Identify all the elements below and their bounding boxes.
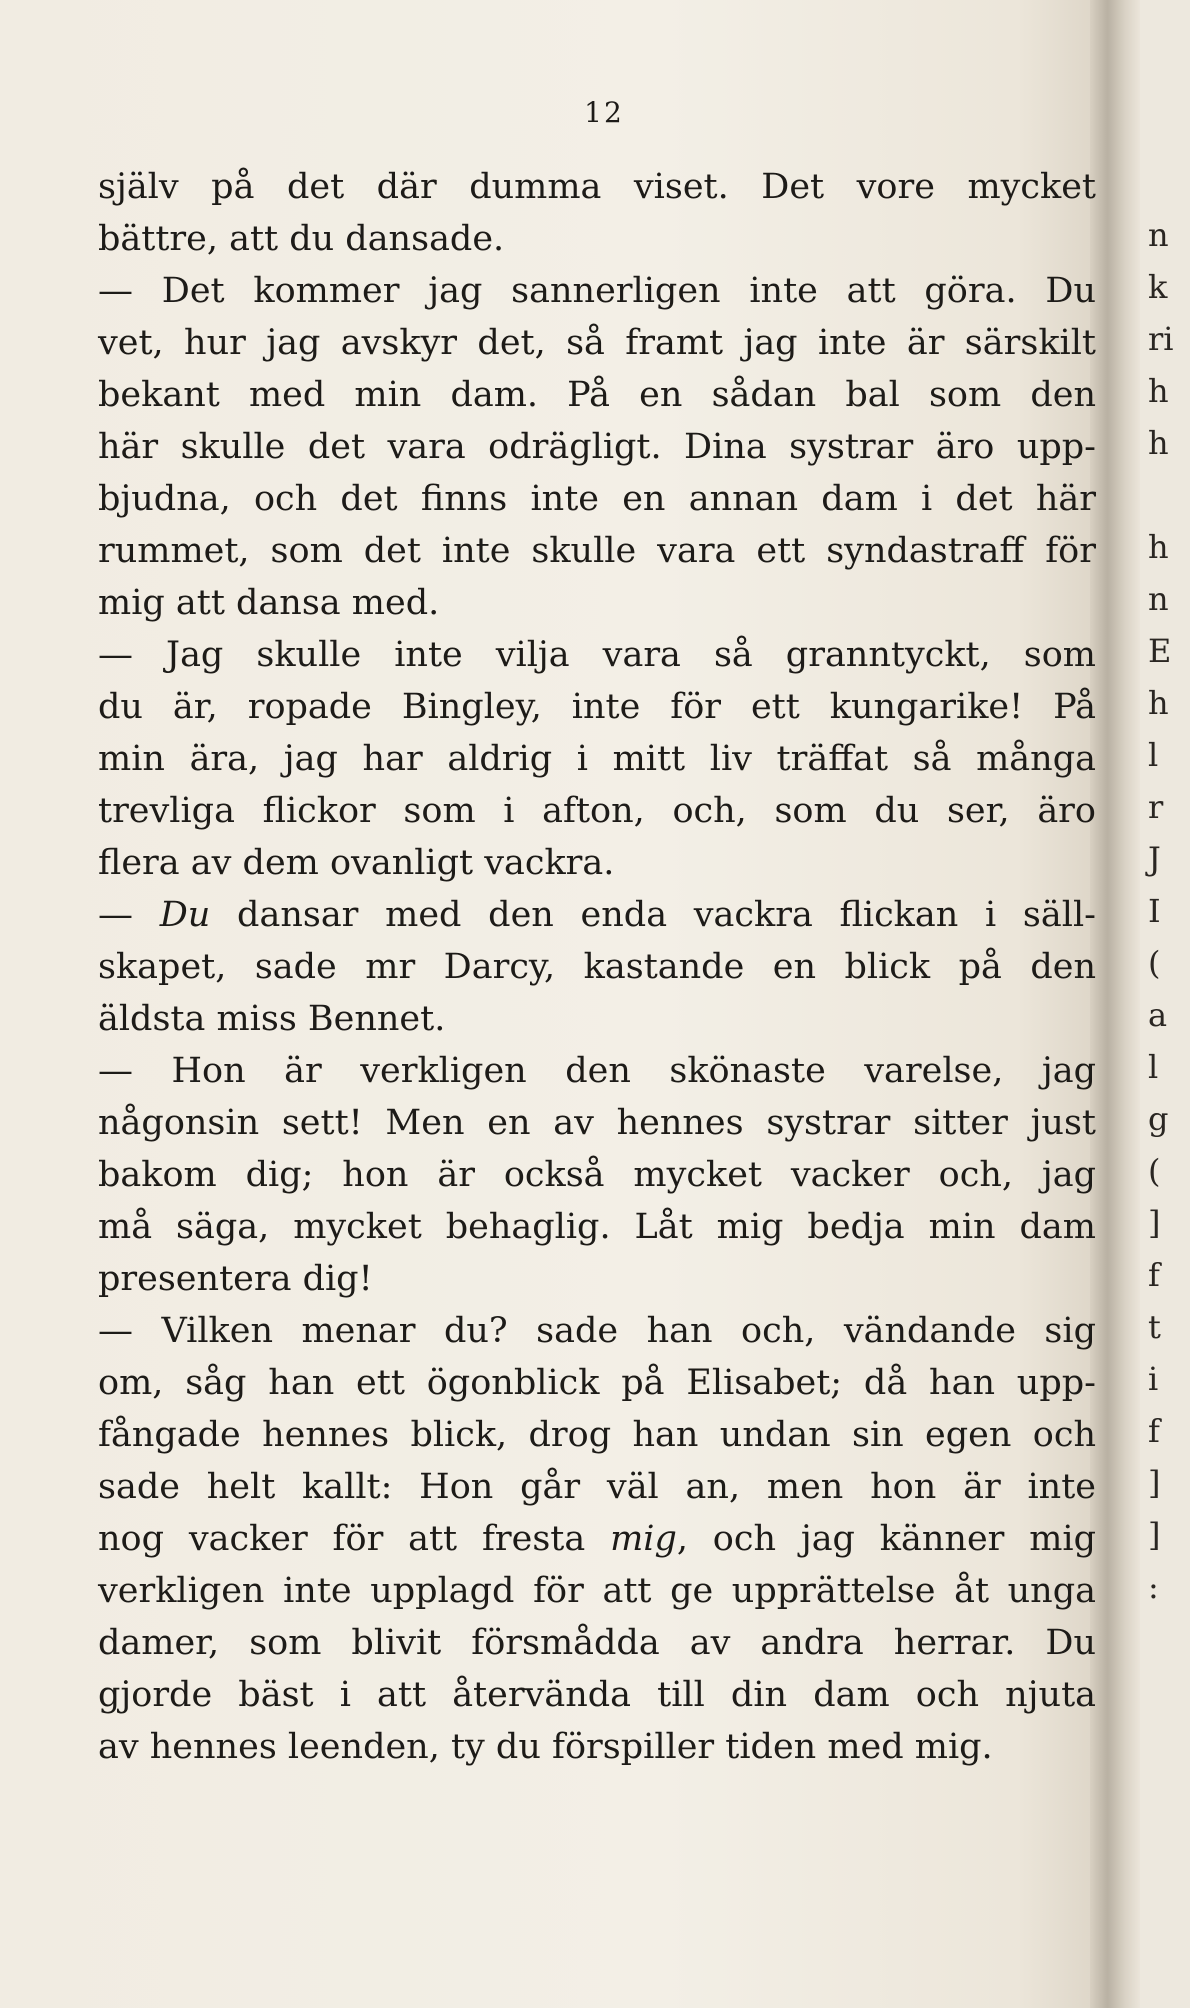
next-page-fragment: l bbox=[1148, 1048, 1159, 1086]
text-segment: verkligen inte upplagd för att ge upprättelse åt unga bbox=[98, 1571, 1096, 1611]
text-segment: skapet, sade mr Darcy, kastande en blick på den bbox=[98, 947, 1096, 987]
text-line bbox=[98, 1097, 1096, 1149]
text-line bbox=[98, 941, 1096, 993]
text-line bbox=[98, 1461, 1096, 1513]
next-page-fragment: : bbox=[1148, 1568, 1159, 1606]
text-line bbox=[98, 733, 1096, 785]
text-line bbox=[98, 1513, 1096, 1565]
next-page-fragment: h bbox=[1148, 684, 1169, 722]
emphasized-word: Du bbox=[159, 895, 211, 935]
text-segment: flera av dem ovanligt vackra. bbox=[98, 843, 615, 883]
next-page-fragment: r bbox=[1148, 788, 1164, 826]
next-page-fragment: h bbox=[1148, 424, 1169, 462]
text-segment: — bbox=[98, 895, 160, 935]
text-segment: bakom dig; hon är också mycket vacker och, jag bbox=[98, 1155, 1096, 1195]
next-page-fragment: i bbox=[1148, 1360, 1159, 1398]
next-page-fragment: I bbox=[1148, 892, 1161, 930]
text-line bbox=[98, 1253, 1096, 1305]
text-segment: damer, som blivit försmådda av andra herrar. Du bbox=[98, 1623, 1096, 1663]
text-segment: rummet, som det inte skulle vara ett syndastraff för bbox=[98, 531, 1096, 571]
next-page-fragment: g bbox=[1148, 1100, 1169, 1138]
text-line bbox=[98, 421, 1096, 473]
next-page-fragment: h bbox=[1148, 372, 1169, 410]
text-line bbox=[98, 1617, 1096, 1669]
next-page-fragment: f bbox=[1148, 1256, 1160, 1294]
next-page-fragment: ] bbox=[1148, 1464, 1161, 1502]
text-segment: presentera dig! bbox=[98, 1259, 373, 1299]
text-segment: , och jag känner mig bbox=[676, 1519, 1096, 1559]
text-segment: bjudna, och det finns inte en annan dam i det här bbox=[98, 479, 1096, 519]
text-line bbox=[98, 1409, 1096, 1461]
text-line bbox=[98, 577, 1096, 629]
next-page-fragment: t bbox=[1148, 1308, 1161, 1346]
text-segment: — Det kommer jag sannerligen inte att göra. Du bbox=[98, 271, 1096, 311]
text-segment: bekant med min dam. På en sådan bal som den bbox=[98, 375, 1096, 415]
next-page-fragment: n bbox=[1148, 216, 1169, 254]
next-page-fragment: l bbox=[1148, 736, 1159, 774]
text-line bbox=[98, 265, 1096, 317]
text-segment: sade helt kallt: Hon går väl an, men hon är inte bbox=[98, 1467, 1096, 1507]
next-page-fragment: ( bbox=[1148, 944, 1161, 982]
text-line bbox=[98, 161, 1096, 213]
next-page-fragment: E bbox=[1148, 632, 1172, 670]
text-line bbox=[98, 681, 1096, 733]
text-segment: må säga, mycket behaglig. Låt mig bedja min dam bbox=[98, 1207, 1096, 1247]
text-line bbox=[98, 1305, 1096, 1357]
next-page-fragment: n bbox=[1148, 580, 1169, 618]
text-segment: själv på det där dumma viset. Det vore mycket bbox=[98, 167, 1096, 207]
next-page-fragment: ] bbox=[1148, 1204, 1161, 1242]
text-line bbox=[98, 629, 1096, 681]
next-page-fragment: k bbox=[1148, 268, 1168, 306]
text-segment: du är, ropade Bingley, inte för ett kungarike! På bbox=[98, 687, 1096, 727]
text-segment: här skulle det vara odrägligt. Dina systrar äro upp- bbox=[98, 427, 1096, 467]
text-line bbox=[98, 1149, 1096, 1201]
page-gutter bbox=[1090, 0, 1140, 2008]
text-line bbox=[98, 785, 1096, 837]
text-line bbox=[98, 1721, 1096, 1773]
text-segment: fångade hennes blick, drog han undan sin egen och bbox=[98, 1415, 1096, 1455]
next-page-fragment: ri bbox=[1148, 320, 1174, 358]
next-page-fragment: ] bbox=[1148, 1516, 1161, 1554]
text-segment: äldsta miss Bennet. bbox=[98, 999, 446, 1039]
text-segment: mig att dansa med. bbox=[98, 583, 440, 623]
next-page-fragment: a bbox=[1148, 996, 1168, 1034]
text-line bbox=[98, 1045, 1096, 1097]
text-segment: bättre, att du dansade. bbox=[98, 219, 505, 259]
text-line bbox=[98, 993, 1096, 1045]
text-segment: — Jag skulle inte vilja vara så granntyckt, som bbox=[98, 635, 1096, 675]
text-segment: dansar med den enda vackra flickan i säll- bbox=[210, 895, 1096, 935]
text-segment: om, såg han ett ögonblick på Elisabet; då han upp- bbox=[98, 1363, 1096, 1403]
emphasized-word: mig bbox=[610, 1519, 677, 1559]
text-segment: vet, hur jag avskyr det, så framt jag inte är särskilt bbox=[98, 323, 1096, 363]
text-segment: gjorde bäst i att återvända till din dam och njuta bbox=[98, 1675, 1096, 1715]
next-page-fragment: ( bbox=[1148, 1152, 1161, 1190]
text-line bbox=[98, 1357, 1096, 1409]
text-line bbox=[98, 317, 1096, 369]
text-segment: — Hon är verkligen den skönaste varelse, jag bbox=[98, 1051, 1096, 1091]
text-line bbox=[98, 525, 1096, 577]
next-page-fragment: f bbox=[1148, 1412, 1160, 1450]
next-page-edge bbox=[1140, 0, 1190, 2008]
text-segment: av hennes leenden, ty du förspiller tiden med mig. bbox=[98, 1727, 993, 1767]
text-segment: nog vacker för att fresta bbox=[98, 1519, 611, 1559]
text-segment: — Vilken menar du? sade han och, vändande sig bbox=[98, 1311, 1096, 1351]
text-segment: trevliga flickor som i afton, och, som du ser, äro bbox=[98, 791, 1096, 831]
text-segment: någonsin sett! Men en av hennes systrar sitter just bbox=[98, 1103, 1096, 1143]
body-text bbox=[98, 161, 1096, 1773]
text-segment: min ära, jag har aldrig i mitt liv träffat så många bbox=[98, 739, 1096, 779]
next-page-fragment: J bbox=[1148, 840, 1161, 878]
text-line bbox=[98, 1669, 1096, 1721]
text-line bbox=[98, 889, 1096, 941]
text-line bbox=[98, 837, 1096, 889]
text-line bbox=[98, 369, 1096, 421]
text-line bbox=[98, 473, 1096, 525]
page-number: 12 bbox=[584, 96, 624, 129]
text-line bbox=[98, 213, 1096, 265]
next-page-fragment: h bbox=[1148, 528, 1169, 566]
text-line bbox=[98, 1201, 1096, 1253]
text-line bbox=[98, 1565, 1096, 1617]
